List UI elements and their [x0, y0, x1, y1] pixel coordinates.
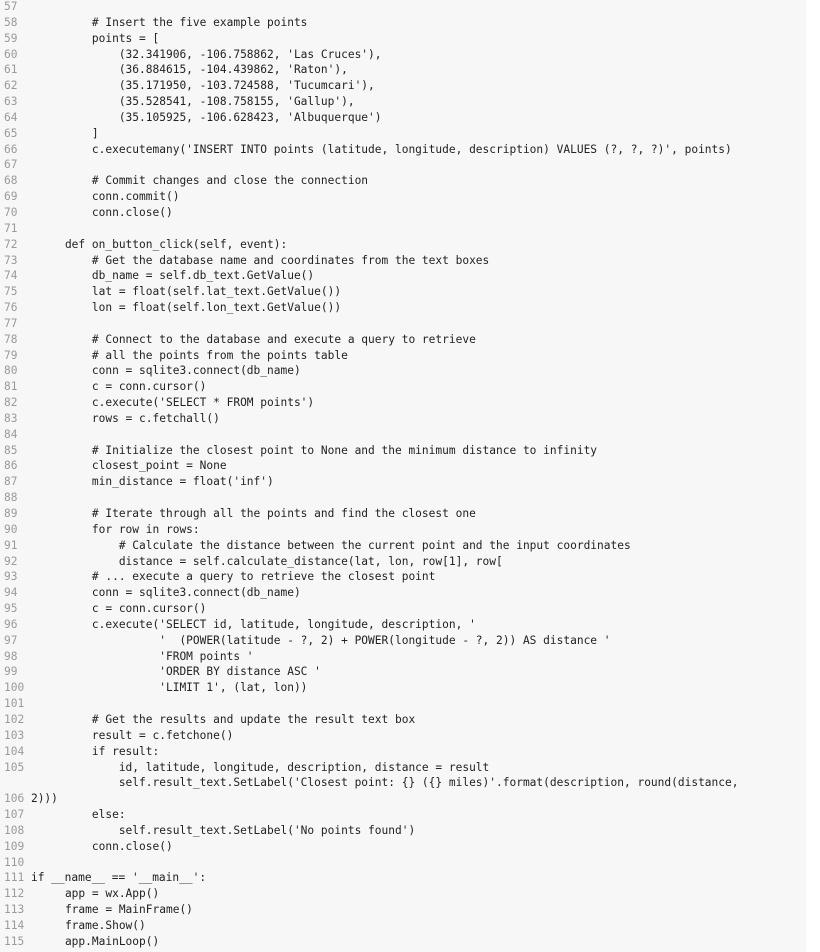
code-line[interactable]	[0, 744, 806, 760]
code-text[interactable]: # Connect to the database and execute a query to retrieve	[38, 332, 476, 346]
code-line[interactable]	[0, 253, 806, 269]
line-number: 59	[4, 31, 18, 45]
line-number: 91	[4, 538, 18, 552]
code-text[interactable]: # Iterate through all the points and find the closest one	[38, 507, 476, 520]
code-text[interactable]: # Calculate the distance between the current point and the input coordinates	[38, 538, 631, 552]
code-text[interactable]: for row in rows:	[38, 522, 200, 536]
line-number: 89	[4, 507, 18, 520]
line-number: 84	[4, 427, 18, 441]
line-number: 104	[4, 744, 25, 758]
line-number: 69	[4, 190, 18, 204]
code-line[interactable]	[0, 522, 806, 538]
code-line[interactable]	[0, 617, 806, 633]
line-number: 61	[4, 63, 18, 77]
code-line[interactable]	[0, 728, 806, 744]
line-number: 95	[4, 602, 18, 616]
line-number: 93	[4, 570, 18, 584]
code-text[interactable]: frame = MainFrame()	[38, 903, 193, 917]
line-number: 97	[4, 633, 18, 647]
line-number: 60	[4, 47, 18, 61]
code-line[interactable]	[0, 15, 806, 31]
code-text[interactable]: c = conn.cursor()	[38, 380, 207, 394]
code-line[interactable]	[0, 886, 806, 902]
code-text[interactable]: lat = float(self.lat_text.GetValue())	[38, 285, 342, 299]
code-line[interactable]	[0, 205, 806, 221]
line-number: 80	[4, 364, 18, 378]
code-line[interactable]	[0, 62, 806, 78]
code-line[interactable]	[0, 173, 806, 189]
code-line[interactable]	[0, 395, 806, 411]
code-line[interactable]	[0, 300, 806, 316]
code-text[interactable]: else:	[38, 808, 126, 822]
code-text[interactable]: conn.close()	[38, 205, 173, 219]
line-number: 98	[4, 649, 18, 663]
line-number: 79	[4, 348, 18, 362]
code-line[interactable]	[0, 363, 806, 379]
code-line[interactable]	[0, 760, 806, 776]
line-number: 110	[4, 855, 25, 869]
code-line[interactable]	[0, 585, 806, 601]
line-number: 99	[4, 665, 18, 679]
code-line[interactable]	[0, 332, 806, 348]
code-text[interactable]: lon = float(self.lon_text.GetValue())	[38, 301, 342, 315]
code-text[interactable]: # all the points from the points table	[38, 348, 348, 362]
code-text[interactable]: (36.884615, -104.439862, 'Raton'),	[38, 63, 348, 77]
code-text[interactable]: 'ORDER BY distance ASC '	[38, 665, 321, 679]
line-number: 86	[4, 459, 18, 473]
line-number: 71	[4, 221, 18, 235]
code-text[interactable]: result = c.fetchone()	[38, 728, 234, 742]
code-text[interactable]: def on_button_click(self, event):	[38, 237, 288, 251]
line-number: 67	[4, 158, 18, 172]
code-line[interactable]	[0, 458, 806, 474]
code-text[interactable]: points = [	[38, 31, 160, 45]
line-number: 115	[4, 934, 25, 948]
code-text[interactable]: (35.171950, -103.724588, 'Tucumcari'),	[38, 79, 375, 93]
line-number: 106	[4, 792, 25, 806]
line-number: 101	[4, 697, 25, 711]
line-number: 75	[4, 285, 18, 299]
line-number: 73	[4, 253, 18, 267]
code-text[interactable]: frame.Show()	[38, 918, 146, 932]
line-number: 90	[4, 522, 18, 536]
line-number: 66	[4, 142, 18, 156]
code-text[interactable]: self.result_text.SetLabel('No points found')	[38, 823, 416, 837]
code-line[interactable]	[0, 870, 806, 886]
code-line[interactable]	[0, 142, 806, 158]
code-text[interactable]: # Initialize the closest point to None and the minimum distance to infinity	[38, 443, 598, 457]
code-text[interactable]: app = wx.App()	[38, 887, 160, 901]
code-line[interactable]	[0, 379, 806, 395]
code-text[interactable]: db_name = self.db_text.GetValue()	[38, 269, 315, 283]
code-text[interactable]: self.result_text.SetLabel('Closest point: {} ({} miles)'.format(description, round(distance,	[38, 776, 739, 790]
code-text[interactable]: ' (POWER(latitude - ?, 2) + POWER(longitude - ?, 2)) AS distance '	[38, 633, 611, 647]
code-line[interactable]	[0, 569, 806, 585]
code-text[interactable]: app.MainLoop()	[38, 934, 160, 948]
line-number: 62	[4, 79, 18, 93]
code-line[interactable]	[0, 554, 806, 570]
line-number: 83	[4, 411, 18, 425]
code-line[interactable]	[0, 110, 806, 126]
line-number: 81	[4, 380, 18, 394]
scrollbar-gutter	[806, 0, 820, 952]
code-line[interactable]	[0, 633, 806, 649]
line-number: 111	[4, 871, 25, 885]
code-text[interactable]: # Get the results and update the result text box	[38, 712, 416, 726]
line-number: 88	[4, 491, 18, 505]
code-line[interactable]	[0, 427, 806, 443]
line-number: 100	[4, 681, 25, 695]
code-line[interactable]	[0, 237, 806, 253]
code-text[interactable]: c.execute('SELECT * FROM points')	[38, 396, 315, 410]
code-line[interactable]	[0, 0, 806, 15]
line-number: 68	[4, 174, 18, 188]
code-line[interactable]	[0, 411, 806, 427]
code-text[interactable]: id, latitude, longitude, description, distance = result	[38, 760, 490, 774]
code-text[interactable]: # ... execute a query to retrieve the closest point	[38, 570, 436, 584]
line-number: 103	[4, 728, 25, 742]
code-text[interactable]: ]	[38, 126, 99, 140]
code-text[interactable]: 'LIMIT 1', (lat, lon))	[38, 681, 308, 695]
line-number: 70	[4, 205, 18, 219]
code-line[interactable]	[0, 78, 806, 94]
line-number: 78	[4, 332, 18, 346]
code-line[interactable]	[0, 775, 806, 791]
code-text[interactable]: c.executemany('INSERT INTO points (latitude, longitude, description) VALUES (?, ?, ?)', points)	[38, 142, 732, 156]
code-line[interactable]	[0, 221, 806, 237]
line-number: 85	[4, 443, 18, 457]
code-text[interactable]: distance = self.calculate_distance(lat, lon, row[1], row[	[38, 554, 503, 568]
code-text[interactable]: (32.341906, -106.758862, 'Las Cruces'),	[38, 47, 382, 61]
code-line[interactable]	[0, 601, 806, 617]
code-line[interactable]	[0, 712, 806, 728]
line-number: 105	[4, 760, 25, 774]
code-text[interactable]: closest_point = None	[38, 459, 227, 473]
line-number: 113	[4, 903, 25, 917]
code-text[interactable]: (35.105925, -106.628423, 'Albuquerque')	[38, 110, 382, 124]
line-number: 114	[4, 918, 25, 932]
code-text[interactable]: 2)))	[24, 792, 58, 806]
code-line[interactable]	[0, 680, 806, 696]
line-number: 107	[4, 808, 25, 822]
code-line[interactable]	[0, 157, 806, 173]
line-number: 65	[4, 126, 18, 140]
line-number: 72	[4, 237, 18, 251]
code-text[interactable]: # Get the database name and coordinates from the text boxes	[38, 253, 490, 267]
code-line[interactable]	[0, 443, 806, 459]
line-number: 64	[4, 110, 18, 124]
line-number: 96	[4, 617, 18, 631]
code-text[interactable]: if __name__ == '__main__':	[24, 871, 207, 885]
code-line[interactable]	[0, 189, 806, 205]
code-line[interactable]	[0, 474, 806, 490]
line-number: 94	[4, 586, 18, 600]
code-line[interactable]	[0, 855, 806, 871]
code-line[interactable]	[0, 664, 806, 680]
line-number: 108	[4, 823, 25, 837]
code-line[interactable]	[0, 31, 806, 47]
code-text[interactable]: conn = sqlite3.connect(db_name)	[38, 364, 301, 378]
line-number: 57	[4, 0, 18, 13]
code-text[interactable]: if result:	[38, 744, 160, 758]
code-text[interactable]: 'FROM points '	[38, 649, 254, 663]
line-number: 77	[4, 316, 18, 330]
code-text[interactable]: c = conn.cursor()	[38, 602, 207, 616]
code-line[interactable]	[0, 823, 806, 839]
code-line[interactable]	[0, 316, 806, 332]
line-number: 63	[4, 95, 18, 109]
code-text[interactable]: conn.close()	[38, 839, 173, 853]
code-text[interactable]: # Insert the five example points	[38, 15, 308, 29]
line-number: 76	[4, 301, 18, 315]
line-number: 92	[4, 554, 18, 568]
code-line[interactable]	[0, 538, 806, 554]
code-line[interactable]	[0, 934, 806, 950]
code-line[interactable]	[0, 268, 806, 284]
code-text[interactable]: c.execute('SELECT id, latitude, longitude, description, '	[38, 617, 476, 631]
code-line[interactable]	[0, 506, 806, 522]
line-number: 87	[4, 475, 18, 489]
code-line[interactable]	[0, 490, 806, 506]
code-line[interactable]	[0, 918, 806, 934]
code-line[interactable]	[0, 902, 806, 918]
code-line[interactable]	[0, 791, 806, 807]
line-number: 112	[4, 887, 25, 901]
line-number: 109	[4, 839, 25, 853]
code-line[interactable]	[0, 348, 806, 364]
code-line[interactable]	[0, 94, 806, 110]
code-line[interactable]	[0, 47, 806, 63]
line-number: 58	[4, 15, 18, 29]
code-text[interactable]: rows = c.fetchall()	[38, 411, 220, 425]
code-text[interactable]: (35.528541, -108.758155, 'Gallup'),	[38, 95, 355, 109]
code-line[interactable]	[0, 839, 806, 855]
code-line[interactable]	[0, 126, 806, 142]
code-text[interactable]: min_distance = float('inf')	[38, 475, 274, 489]
line-number: 102	[4, 712, 25, 726]
code-line[interactable]	[0, 696, 806, 712]
line-number: 74	[4, 269, 18, 283]
code-text[interactable]: conn.commit()	[38, 190, 180, 204]
line-number: 82	[4, 396, 18, 410]
code-text[interactable]: conn = sqlite3.connect(db_name)	[38, 586, 301, 600]
code-line[interactable]	[0, 284, 806, 300]
code-line[interactable]	[0, 807, 806, 823]
code-line[interactable]	[0, 649, 806, 665]
code-text[interactable]: # Commit changes and close the connection	[38, 174, 369, 188]
